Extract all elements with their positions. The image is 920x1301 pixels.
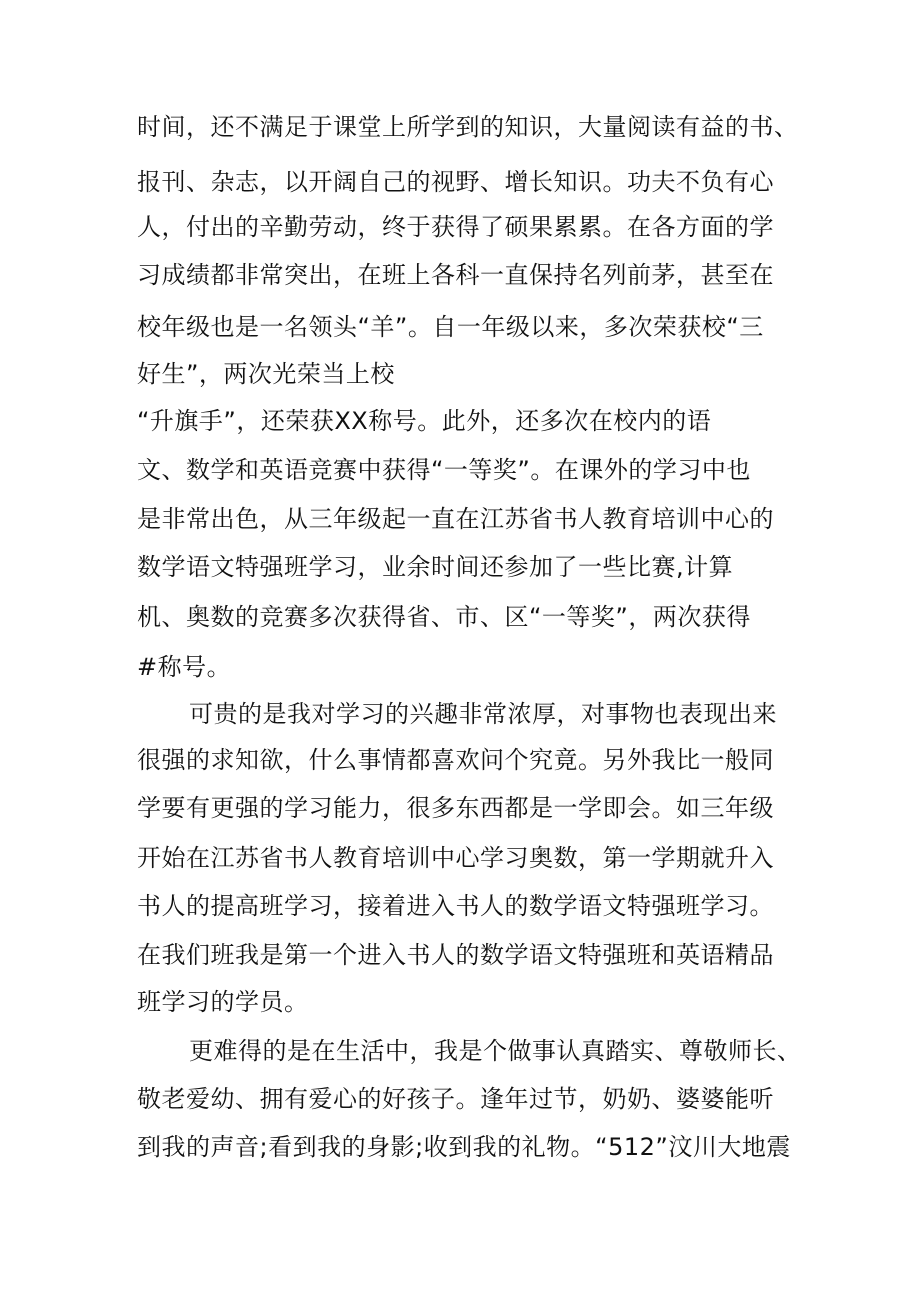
text-line: 开始在江苏省书人教育培训中心学习奥数，第一学期就升入: [137, 844, 774, 872]
text-line: 班学习的学员。: [137, 988, 309, 1016]
text-line: 数学语文特强班学习，业余时间还参加了一些比赛,计算: [137, 553, 734, 581]
text-line: 文、数学和英语竞赛中获得“一等奖”。在课外的学习中也: [137, 456, 751, 484]
text-line: 报刊、杂志，以开阔自己的视野、增长知识。功夫不负有心: [137, 168, 774, 196]
text-line: 校年级也是一名领头“羊”。自一年级以来，多次荣获校“三: [137, 313, 764, 341]
text-line: 人，付出的辛勤劳动，终于获得了硕果累累。在各方面的学: [137, 213, 774, 241]
paragraph-first-line: 可贵的是我对学习的兴趣非常浓厚，对事物也表现出来: [189, 700, 777, 728]
text-line: 好生”，两次光荣当上校: [137, 360, 395, 388]
text-line: 书人的提高班学习，接着进入书人的数学语文特强班学习。: [137, 892, 774, 920]
text-line: #称号。: [137, 653, 232, 681]
paragraph-first-line: 更难得的是在生活中，我是个做事认真踏实、尊敬师长、: [189, 1037, 802, 1065]
text-line: “升旗手”，还荣获XX称号。此外，还多次在校内的语: [137, 407, 712, 435]
text-line: 时间，还不满足于课堂上所学到的知识，大量阅读有益的书、: [137, 113, 799, 141]
text-line: 在我们班我是第一个进入书人的数学语文特强班和英语精品: [137, 941, 774, 969]
text-line: 是非常出色，从三年级起一直在江苏省书人教育培训中心的: [137, 505, 774, 533]
text-line: 敬老爱幼、拥有爱心的好孩子。逢年过节，奶奶、婆婆能听: [137, 1085, 774, 1113]
text-line: 到我的声音;看到我的身影;收到我的礼物。“512”汶川大地震: [137, 1133, 791, 1161]
text-line: 学要有更强的学习能力，很多东西都是一学即会。如三年级: [137, 794, 774, 822]
text-line: 机、奥数的竞赛多次获得省、市、区“一等奖”，两次获得: [137, 603, 751, 631]
text-line: 习成绩都非常突出，在班上各科一直保持名列前茅，甚至在: [137, 261, 774, 289]
text-line: 很强的求知欲，什么事情都喜欢问个究竟。另外我比一般同: [137, 746, 774, 774]
